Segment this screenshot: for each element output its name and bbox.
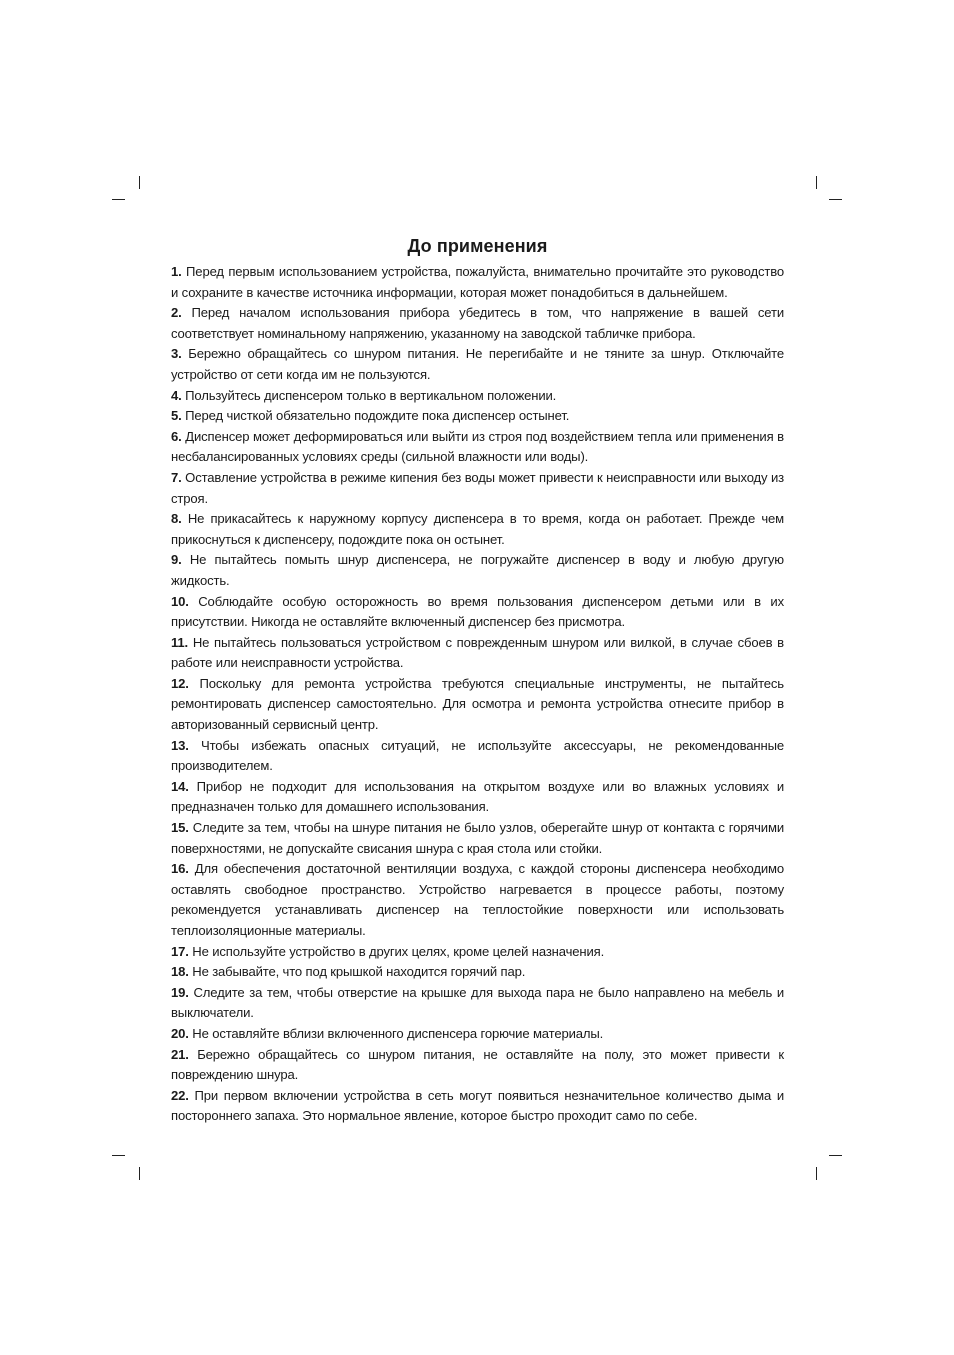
crop-mark-top-left-horizontal xyxy=(112,199,125,200)
instruction-number: 8. xyxy=(171,511,182,527)
instruction-item xyxy=(171,674,784,736)
instruction-text: Не пытайтесь помыть шнур диспенсера, не погружайте диспенсер в воду и любую другую жидкость. xyxy=(171,552,784,588)
instruction-number: 5. xyxy=(171,408,182,424)
instruction-item xyxy=(171,592,784,633)
instruction-number: 17. xyxy=(171,943,189,959)
instruction-item xyxy=(171,303,784,344)
instruction-item xyxy=(171,386,784,407)
instructions-document xyxy=(171,233,784,1127)
instruction-text: Бережно обращайтесь со шнуром питания. Не перегибайте и не тяните за шнур. Отключайте устройство от сети когда им не пользуются. xyxy=(171,346,784,382)
instruction-number: 18. xyxy=(171,964,189,980)
instruction-number: 10. xyxy=(171,593,189,609)
instruction-number: 4. xyxy=(171,387,182,403)
crop-mark-top-left-vertical xyxy=(139,176,140,189)
instruction-number: 15. xyxy=(171,820,189,836)
instruction-number: 20. xyxy=(171,1025,189,1041)
instruction-item xyxy=(171,406,784,427)
instruction-text: Для обеспечения достаточной вентиляции воздуха, с каждой стороны диспенсера необходимо оставлять свободное пространство. Устройство нагревается в процессе работы, поэтому рекомендуется устанавливать диспенсер на теплостойкие поверхности или использовать теплоизоляционные материалы. xyxy=(171,861,784,938)
instruction-item xyxy=(171,859,784,941)
instruction-text: Чтобы избежать опасных ситуаций, не используйте аксессуары, не рекомендованные производителем. xyxy=(171,737,784,774)
instruction-number: 3. xyxy=(171,346,182,362)
instruction-text: Не прикасайтесь к наружному корпусу диспенсера в то время, когда он работает. Прежде чем прикоснуться к диспенсеру, подождите пока он остынет. xyxy=(171,511,784,547)
instruction-text: Оставление устройства в режиме кипения без воды может привести к неисправности или выходу из строя. xyxy=(171,469,784,506)
page-title: До применения xyxy=(407,236,548,256)
instruction-text: Не используйте устройство в других целях, кроме целей назначения. xyxy=(192,943,605,959)
instruction-item xyxy=(171,468,784,509)
crop-mark-top-right-vertical xyxy=(816,176,817,189)
crop-mark-bottom-right-vertical xyxy=(816,1167,817,1180)
instruction-text: Не пытайтесь пользоваться устройством с поврежденным шнуром или вилкой, в случае сбоев в работе или неисправности устройства. xyxy=(171,634,784,671)
instruction-text: Бережно обращайтесь со шнуром питания, не оставляйте на полу, это может привести к повреждению шнура. xyxy=(171,1046,784,1083)
instruction-item xyxy=(171,818,784,859)
instruction-number: 1. xyxy=(171,264,182,279)
instruction-item xyxy=(171,962,784,983)
instruction-number: 16. xyxy=(171,861,189,877)
instruction-number: 9. xyxy=(171,552,182,568)
instruction-item xyxy=(171,550,784,591)
instruction-text: При первом включении устройства в сеть могут появиться незначительное количество дыма и постороннего запаха. Это нормальное явление, которое быстро проходит само по себе. xyxy=(171,1087,784,1124)
instruction-text: Перед первым использованием устройства, пожалуйста, внимательно прочитайте это руководство и сохраните в качестве источника информации, которая может понадобиться в дальнейшем. xyxy=(171,264,784,300)
safety-instructions-list xyxy=(171,262,784,1127)
instruction-number: 7. xyxy=(171,469,182,485)
instruction-number: 11. xyxy=(171,634,189,650)
instruction-item xyxy=(171,942,784,963)
instruction-item xyxy=(171,1086,784,1127)
instruction-text: Не оставляйте вблизи включенного диспенсера горючие материалы. xyxy=(192,1025,604,1041)
instruction-item xyxy=(171,633,784,674)
instruction-number: 19. xyxy=(171,984,189,1000)
instruction-number: 12. xyxy=(171,675,189,691)
instruction-number: 6. xyxy=(171,428,182,444)
instruction-text: Перед началом использования прибора убедитесь в том, что напряжение в вашей сети соответствует номинальному напряжению, указанному на заводской табличке прибора. xyxy=(171,305,784,341)
instruction-text: Не забывайте, что под крышкой находится горячий пар. xyxy=(192,964,526,980)
instruction-number: 13. xyxy=(171,737,189,753)
instruction-text: Диспенсер может деформироваться или выйти из строя под воздействием тепла или применения в несбалансированных условиях среды (сильной влажности или воды). xyxy=(171,428,784,465)
instruction-item xyxy=(171,262,784,303)
instruction-item xyxy=(171,777,784,818)
instruction-text: Следите за тем, чтобы на шнуре питания не было узлов, оберегайте шнур от контакта с горячими поверхностями, не допускайте свисания шнура с края стола или стойки. xyxy=(171,820,784,856)
instruction-item xyxy=(171,344,784,385)
instruction-number: 22. xyxy=(171,1087,189,1103)
instruction-item xyxy=(171,736,784,777)
instruction-number: 21. xyxy=(171,1046,189,1062)
instruction-number: 14. xyxy=(171,778,189,794)
crop-mark-bottom-left-vertical xyxy=(139,1167,140,1180)
instruction-item xyxy=(171,509,784,550)
crop-mark-bottom-right-horizontal xyxy=(829,1155,842,1156)
instruction-text: Соблюдайте особую осторожность во время пользования диспенсером детьми или в их присутствии. Никогда не оставляйте включенный диспенсер без присмотра. xyxy=(171,593,784,630)
crop-mark-top-right-horizontal xyxy=(829,199,842,200)
instruction-item xyxy=(171,1045,784,1086)
instruction-text: Пользуйтесь диспенсером только в вертикальном положении. xyxy=(185,387,557,403)
crop-mark-bottom-left-horizontal xyxy=(112,1155,125,1156)
instruction-text: Перед чисткой обязательно подождите пока диспенсер остынет. xyxy=(185,408,570,424)
instruction-item xyxy=(171,1024,784,1045)
instruction-text: Поскольку для ремонта устройства требуются специальные инструменты, не пытайтесь ремонтировать диспенсер самостоятельно. Для осмотра и ремонта устройства отнесите прибор в авторизованный сервисный центр. xyxy=(171,675,784,733)
instruction-number: 2. xyxy=(171,305,182,321)
instruction-item xyxy=(171,427,784,468)
instruction-text: Следите за тем, чтобы отверстие на крышке для выхода пара не было направлено на мебель и выключатели. xyxy=(171,984,784,1021)
instruction-item xyxy=(171,983,784,1024)
instruction-text: Прибор не подходит для использования на открытом воздухе или во влажных условиях и предназначен только для домашнего использования. xyxy=(171,778,784,815)
